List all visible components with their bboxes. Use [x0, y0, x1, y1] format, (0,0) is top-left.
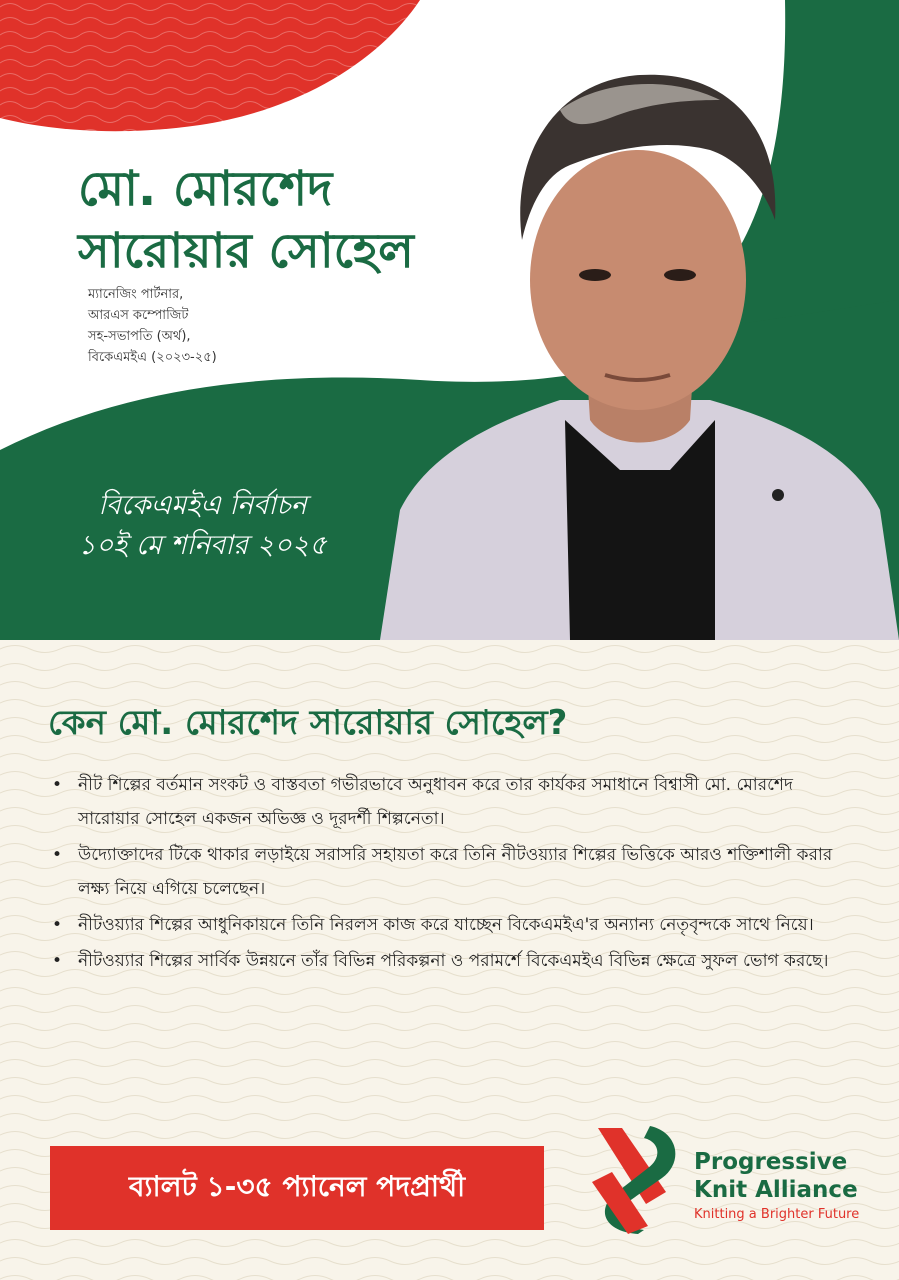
candidate-name-line1: মো. মোরশেদ [78, 161, 333, 217]
designation-line: ম্যানেজিং পার্টনার, [88, 287, 184, 302]
election-info [30, 486, 375, 566]
logo-tagline: Knitting a Brighter Future [694, 1207, 860, 1222]
candidate-name [78, 158, 414, 282]
why-points-list [52, 768, 842, 980]
election-title: বিকেএমইএ নির্বাচন [98, 490, 307, 521]
list-item: • নীটওয়্যার শিল্পের আধুনিকায়নে তিনি নিরলস কাজ করে যাচ্ছেন বিকেএমইএ'র অন্যান্য নেতৃবৃন্দকে সাথে নিয়ে। [52, 908, 842, 942]
ballot-banner: ব্যালট ১-৩৫ প্যানেল পদপ্রার্থী [50, 1146, 544, 1230]
list-item: • নীটওয়্যার শিল্পের সার্বিক উন্নয়নে তাঁর বিভিন্ন পরিকল্পনা ও পরামর্শে বিকেএমইএ বিভিন্ন ক্ষেত্রে সুফল ভোগ করছে। [52, 944, 842, 978]
designation-line: আরএস কম্পোজিট [88, 308, 189, 323]
why-heading: কেন মো. মোরশেদ সারোয়ার সোহেল? [48, 703, 568, 743]
logo-line2: Knit Alliance [694, 1177, 858, 1203]
candidate-name-line2: সারোয়ার সোহেল [78, 223, 414, 279]
logo-line1: Progressive [694, 1149, 848, 1175]
candidate-portrait [370, 40, 899, 640]
candidate-designation [88, 284, 217, 368]
alliance-logo [694, 1148, 859, 1224]
knot-logo-icon [588, 1122, 684, 1234]
election-date: ১০ই মে শনিবার ২০২৫ [78, 530, 327, 561]
list-item: • নীট শিল্পের বর্তমান সংকট ও বাস্তবতা গভীরভাবে অনুধাবন করে তার কার্যকর সমাধানে বিশ্বাসী মো. মোরশেদ সারোয়ার সোহেল একজন অভিজ্ঞ ও দূরদর্শী শিল্পনেতা। [52, 768, 842, 836]
designation-line: সহ-সভাপতি (অর্থ), [88, 329, 191, 344]
list-item: • উদ্যোক্তাদের টিকে থাকার লড়াইয়ে সরাসরি সহায়তা করে তিনি নীটওয়্যার শিল্পের ভিত্তিকে আরও শক্তিশালী করার লক্ষ্য নিয়ে এগিয়ে চলেছেন। [52, 838, 842, 906]
designation-line: বিকেএমইএ (২০২৩-২৫) [88, 350, 217, 365]
